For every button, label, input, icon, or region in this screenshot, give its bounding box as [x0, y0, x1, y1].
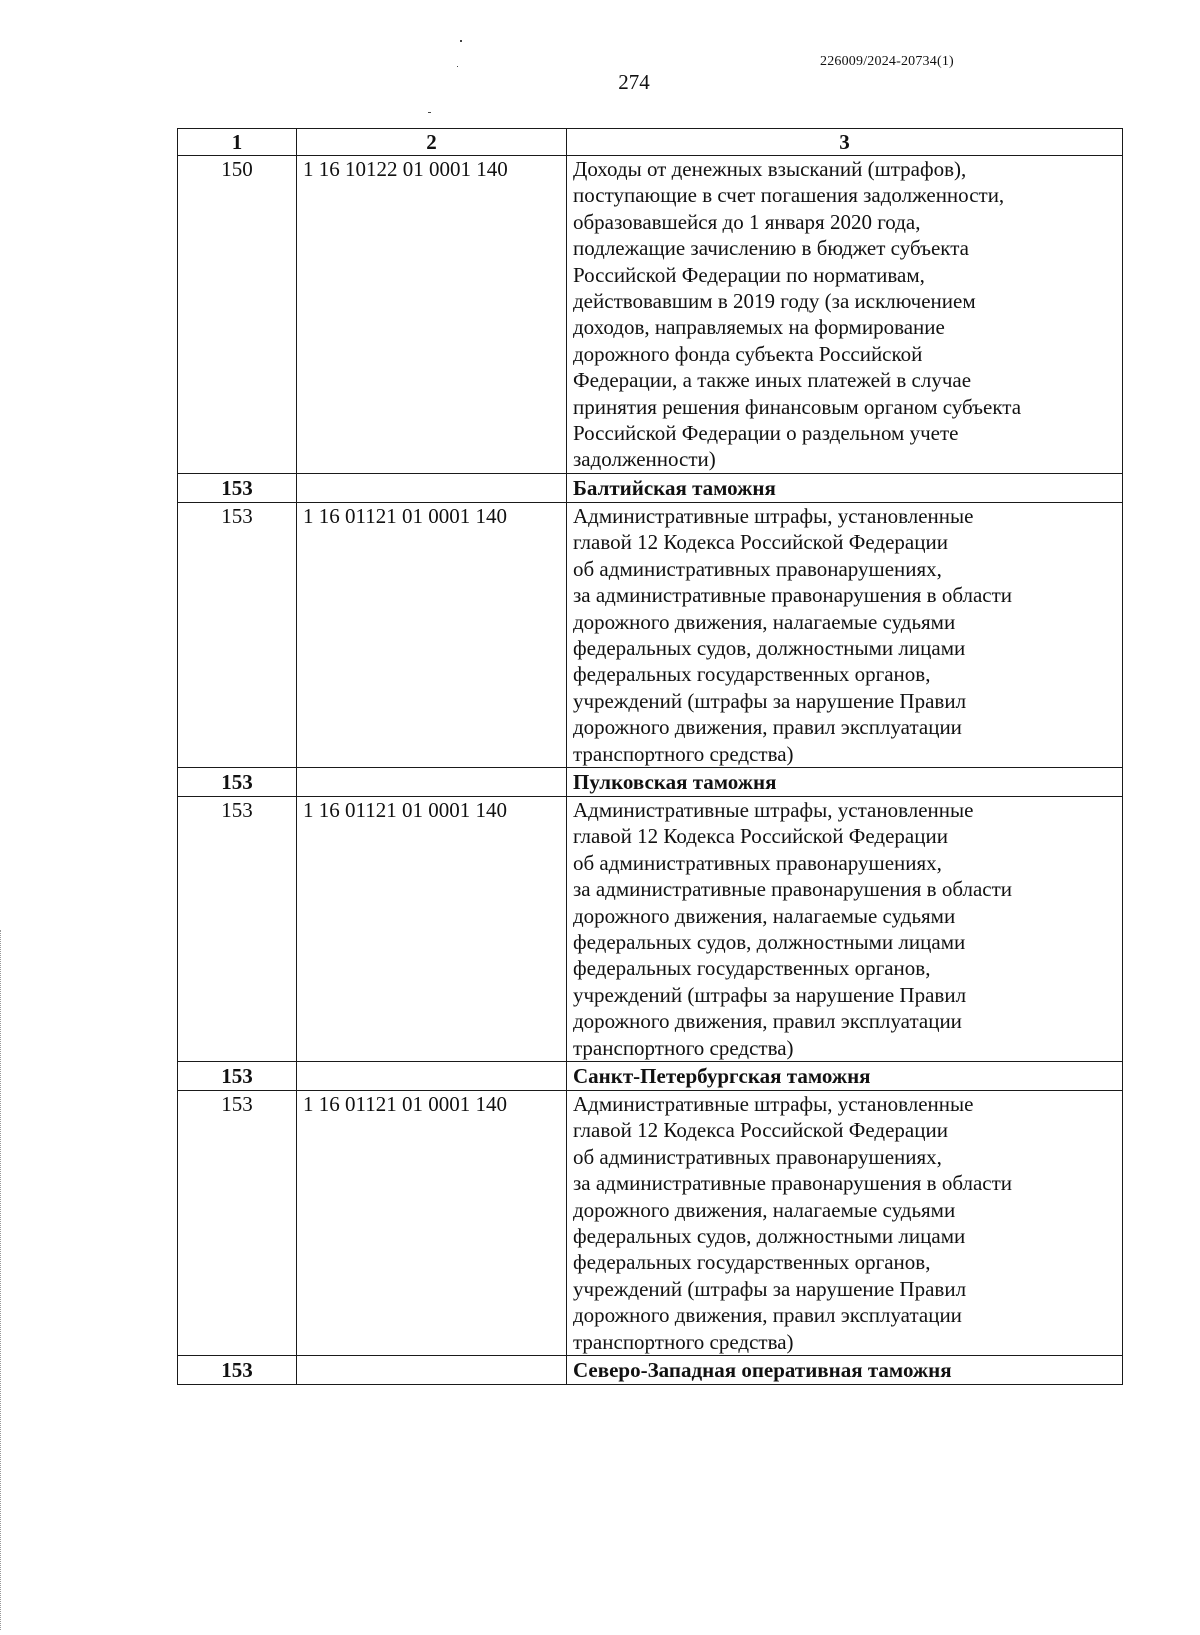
table-row	[178, 796, 1123, 1061]
description-line: дорожного движения, правил эксплуатации	[573, 1009, 962, 1034]
table-row	[178, 502, 1123, 767]
description-cell	[567, 502, 1123, 767]
budget-code-cell: 1 16 01121 01 0001 140	[297, 796, 567, 1061]
row-number-cell: 153	[178, 796, 297, 1061]
description-cell	[567, 796, 1123, 1061]
description-line: об административных правонарушениях,	[573, 850, 942, 875]
table-header-row	[178, 129, 1123, 156]
section-title-cell: Пулковская таможня	[567, 767, 1123, 796]
description-line: транспортного средства)	[573, 1035, 794, 1060]
budget-code-cell	[297, 767, 567, 796]
section-row	[178, 1356, 1123, 1385]
description-line: Административные штрафы, установленные	[573, 1092, 974, 1116]
description-line: дорожного движения, налагаемые судьями	[573, 1197, 956, 1222]
description-line: транспортного средства)	[573, 1329, 794, 1354]
budget-code-cell: 1 16 01121 01 0001 140	[297, 502, 567, 767]
description-line: федеральных государственных органов,	[573, 662, 931, 687]
budget-code-cell	[297, 1356, 567, 1385]
description-line: дорожного движения, правил эксплуатации	[573, 715, 962, 740]
section-title-cell: Санкт-Петербургская таможня	[567, 1062, 1123, 1091]
description-line: действовавшим в 2019 году (за исключением	[573, 289, 976, 314]
description-line: учреждений (штрафы за нарушение Правил	[573, 982, 967, 1007]
section-row	[178, 767, 1123, 796]
row-number-cell: 153	[178, 1356, 297, 1385]
description-line: дорожного фонда субъекта Российской	[573, 341, 923, 366]
revenue-codes-table	[177, 128, 1123, 1385]
description-line: доходов, направляемых на формирование	[573, 315, 945, 340]
budget-code-cell: 1 16 10122 01 0001 140	[297, 156, 567, 474]
description-line: образовавшейся до 1 января 2020 года,	[573, 209, 921, 234]
row-number-cell: 153	[178, 1062, 297, 1091]
description-cell	[567, 1091, 1123, 1356]
description-line: Российской Федерации о раздельном учете	[573, 421, 959, 446]
description-line: федеральных государственных органов,	[573, 956, 931, 981]
description-line: об административных правонарушениях,	[573, 556, 942, 581]
description-line: учреждений (штрафы за нарушение Правил	[573, 1276, 967, 1301]
description-line: Федерации, а также иных платежей в случае	[573, 368, 972, 393]
description-line: федеральных судов, должностными лицами	[573, 635, 966, 660]
scan-speck	[428, 112, 431, 113]
description-line: дорожного движения, налагаемые судьями	[573, 903, 956, 928]
budget-code-cell	[297, 1062, 567, 1091]
description-line: дорожного движения, правил эксплуатации	[573, 1303, 962, 1328]
description-line: дорожного движения, налагаемые судьями	[573, 609, 956, 634]
section-row	[178, 473, 1123, 502]
description-line: федеральных судов, должностными лицами	[573, 1224, 966, 1249]
description-line: главой 12 Кодекса Российской Федерации	[573, 1118, 948, 1143]
budget-code-cell: 1 16 01121 01 0001 140	[297, 1091, 567, 1356]
description-line: задолженности)	[573, 447, 716, 472]
budget-code-cell	[297, 473, 567, 502]
row-number-cell: 153	[178, 767, 297, 796]
description-line: подлежащие зачислению в бюджет субъекта	[573, 236, 969, 261]
document-number: 226009/2024-20734(1)	[820, 54, 954, 69]
section-title-cell: Северо-Западная оперативная таможня	[567, 1356, 1123, 1385]
column-header-3: 3	[567, 129, 1123, 156]
description-line: учреждений (штрафы за нарушение Правил	[573, 688, 967, 713]
description-line: за административные правонарушения в области	[573, 1171, 1013, 1196]
row-number-cell: 153	[178, 502, 297, 767]
description-line: об административных правонарушениях,	[573, 1144, 942, 1169]
description-line: Административные штрафы, установленные	[573, 797, 974, 822]
table-row	[178, 1091, 1123, 1356]
table-body	[178, 156, 1123, 1385]
description-line: Российской Федерации по нормативам,	[573, 262, 925, 287]
description-line: Доходы от денежных взысканий (штрафов),	[573, 157, 967, 181]
description-cell	[567, 156, 1123, 474]
column-header-1: 1	[178, 129, 297, 156]
row-number-cell: 153	[178, 1091, 297, 1356]
section-title-cell: Балтийская таможня	[567, 473, 1123, 502]
column-header-2: 2	[297, 129, 567, 156]
row-number-cell: 150	[178, 156, 297, 474]
section-row	[178, 1062, 1123, 1091]
table-row	[178, 156, 1123, 474]
scan-speck	[457, 66, 458, 67]
description-line: принятия решения финансовым органом субъекта	[573, 394, 1022, 419]
page-number: 274	[618, 70, 650, 94]
description-line: транспортного средства)	[573, 741, 794, 766]
row-number-cell: 153	[178, 473, 297, 502]
description-line: главой 12 Кодекса Российской Федерации	[573, 530, 948, 555]
description-line: Административные штрафы, установленные	[573, 503, 974, 528]
description-line: за административные правонарушения в области	[573, 877, 1013, 902]
scan-edge-marks	[0, 930, 5, 1630]
description-line: поступающие в счет погашения задолженности,	[573, 183, 1005, 208]
description-line: за административные правонарушения в области	[573, 583, 1013, 608]
scan-speck	[460, 40, 462, 42]
description-line: федеральных судов, должностными лицами	[573, 929, 966, 954]
description-line: главой 12 Кодекса Российской Федерации	[573, 824, 948, 849]
description-line: федеральных государственных органов,	[573, 1250, 931, 1275]
